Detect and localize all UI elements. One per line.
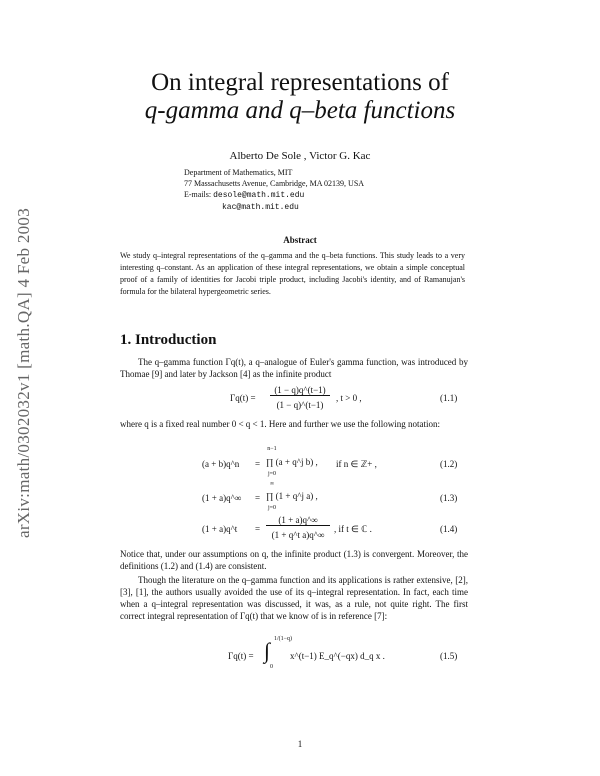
equation-1-2 [0, 446, 600, 482]
eq15-lhs: Γq(t) = [228, 651, 254, 661]
eq12-lower-limit: j=0 [267, 471, 277, 477]
eq13-number: (1.3) [440, 493, 458, 503]
equation-1-4 [0, 515, 600, 547]
intro-paragraph-4: Though the literature on the q–gamma function and its applications is rather extensive, [2], [3], [1], the authors usually avoided the use of its q–integral representation. In fact, each time when a q–integral representation was discussed, it was, as a rule, not quite right. The first correct integral representation of Γq(t) that we know of is in reference [7]: [120, 575, 468, 621]
department: Department of Mathematics, MIT [184, 168, 293, 177]
eq15-integrand: x^(t−1) E_q^(−qx) d_q x . [290, 651, 385, 661]
equation-1-3 [0, 481, 600, 517]
arxiv-stamp: arXiv:math/0302032v1 [math.QA] 4 Feb 2003 [14, 207, 33, 539]
eq13-equals: = [255, 493, 261, 503]
abstract-heading: Abstract [283, 235, 317, 245]
eq14-lhs: (1 + a)q^t [202, 524, 238, 534]
eq15-lower-limit: 0 [270, 664, 273, 670]
abstract-text: We study q–integral representations of the q–gamma and the q–beta functions. This study leads to a very interesting q–constant. As an application of these integral representations, we obtain a simple conceptual proof of a family of identities for Jacobi triple product, including Jacobi's identity, and of Ramanujan's formula for the bilateral hypergeometric series. [120, 251, 465, 296]
authors: Alberto De Sole , Victor G. Kac [229, 150, 371, 162]
paper-title-line-1: On integral representations of [151, 69, 449, 96]
intro-paragraph-1: The q–gamma function Γq(t), a q–analogue of Euler's gamma function, was introduced by Thomae [9] and later by Jackson [4] as the infinite product [120, 357, 468, 379]
integral-sign: ∫ [264, 638, 271, 663]
paper-title-line-2: q-gamma and q–beta functions [144, 97, 456, 124]
eq14-numerator: (1 + a)q^∞ [266, 515, 330, 526]
eq12-lhs: (a + b)q^n [202, 459, 240, 469]
eq12-upper-limit: n−1 [267, 446, 277, 452]
intro-paragraph-2: where q is a fixed real number 0 < q < 1. Here and further we use the following notation: [120, 419, 441, 429]
eq11-lhs: Γq(t) = [230, 393, 256, 403]
emails-label: E-mails: [184, 190, 212, 199]
eq14-number: (1.4) [440, 524, 458, 534]
eq13-lower-limit: j=0 [267, 505, 277, 511]
eq13-lhs: (1 + a)q^∞ [202, 493, 242, 503]
eq11-numerator: (1 − q)q^(t−1) [270, 385, 330, 396]
intro-paragraph-3: Notice that, under our assumptions on q, the infinite product (1.3) is convergent. Moreover, the definitions (1.2) and (1.4) are consistent. [120, 549, 468, 571]
page-number: 1 [297, 739, 303, 749]
eq12-number: (1.2) [440, 459, 458, 469]
eq13-rhs: ∏ (1 + q^j a) , [266, 491, 318, 501]
eq13-upper-limit: ∞ [269, 481, 275, 487]
eq11-denominator: (1 − q)^(t−1) [276, 400, 324, 410]
eq12-equals: = [255, 459, 261, 469]
section-heading: 1. Introduction [120, 332, 217, 348]
eq12-rhs: ∏ (a + q^j b) , [266, 457, 318, 467]
eq11-number: (1.1) [440, 393, 458, 403]
eq14-denominator: (1 + q^t a)q^∞ [271, 530, 325, 540]
address: 77 Massachusetts Avenue, Cambridge, MA 02139, USA [184, 179, 365, 188]
eq12-condition: if n ∈ ℤ+ , [336, 459, 377, 469]
eq11-condition: , t > 0 , [336, 393, 362, 403]
equation-1-5 [0, 636, 600, 672]
eq15-upper-limit: 1/(1−q) [274, 636, 293, 642]
email-1[interactable]: desole@math.mit.edu [213, 191, 305, 200]
equation-1-1 [0, 385, 600, 415]
eq14-condition: , if t ∈ ℂ . [334, 524, 372, 534]
email-2[interactable]: kac@math.mit.edu [222, 203, 299, 212]
eq15-number: (1.5) [440, 651, 458, 661]
affiliation [184, 167, 364, 213]
eq14-equals: = [255, 524, 261, 534]
